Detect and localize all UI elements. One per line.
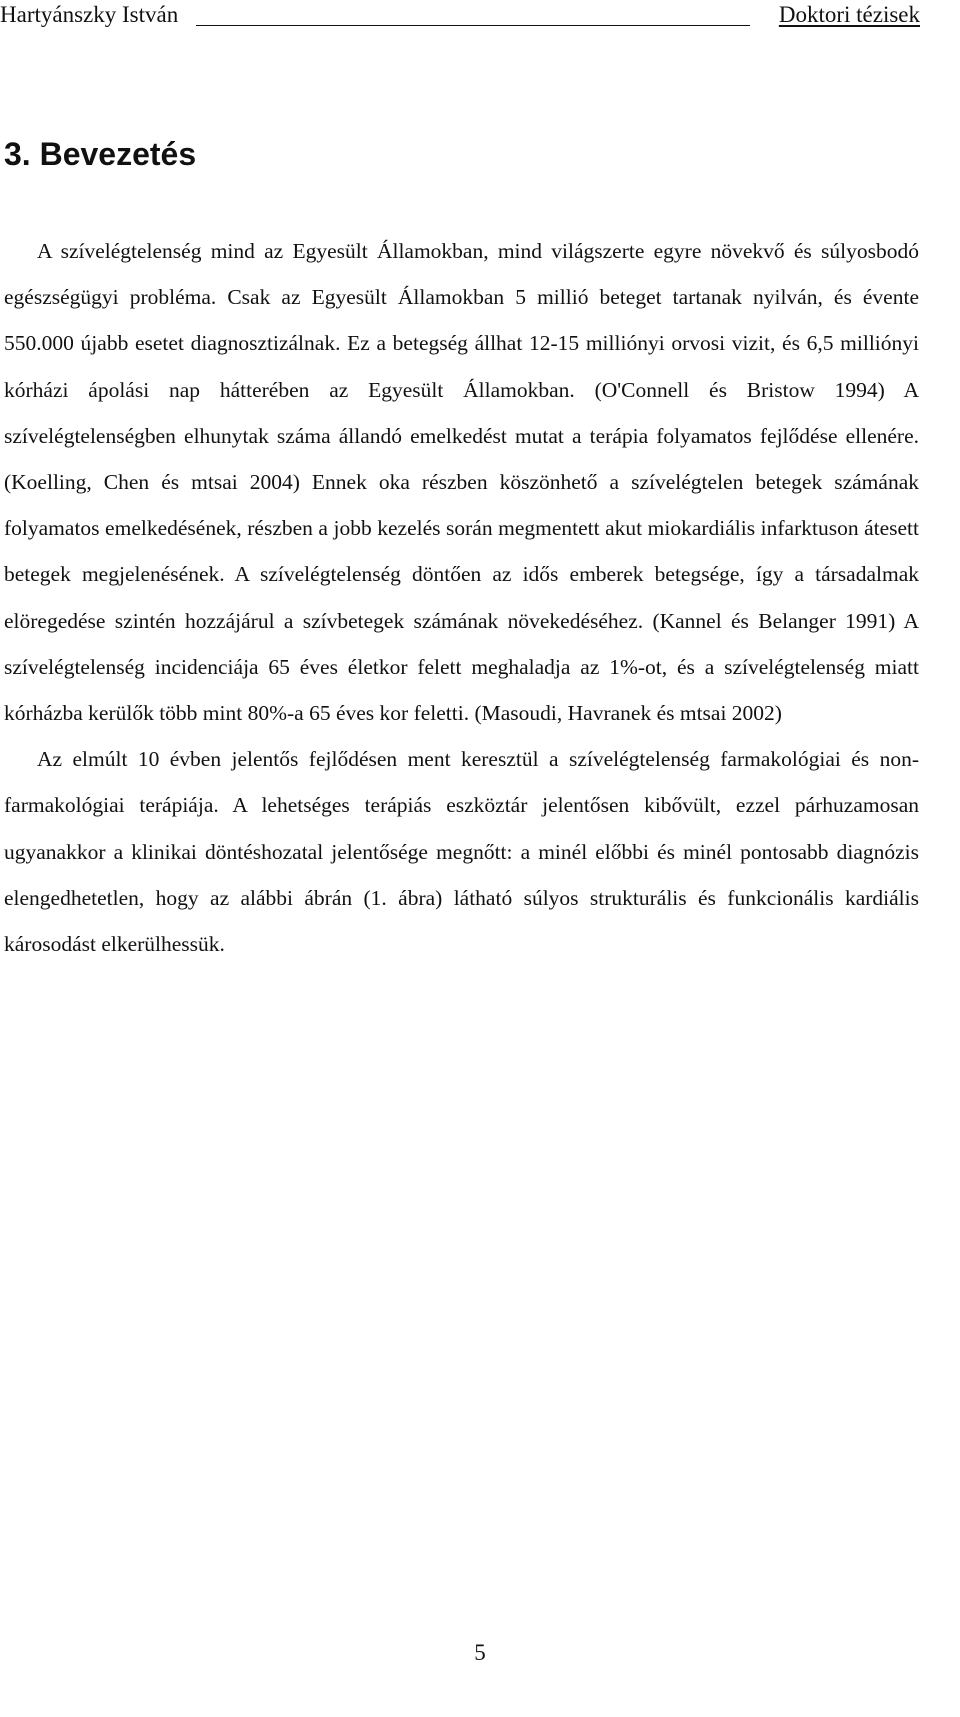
body-text <box>4 228 919 967</box>
paragraph-2: Az elmúlt 10 évben jelentős fejlődésen ment keresztül a szívelégtelenség farmakológiai és non-farmakológiai terápiája. A lehetséges terápiás eszköztár jelentősen kibővült, ezzel párhuzamosan ugyanakkor a klinikai döntéshozatal jelentősége megnőtt: a minél előbbi és minél pontosabb diagnózis elengedhetetlen, hogy az alábbi ábrán (1. ábra) látható súlyos strukturális és funkcionális kardiális károsodást elkerülhessük. <box>4 747 919 957</box>
header-document-title: Doktori tézisek <box>778 2 920 27</box>
page-number: 5 <box>474 1640 486 1665</box>
header-rule <box>196 25 750 26</box>
paragraph-1: A szívelégtelenség mind az Egyesült Államokban, mind világszerte egyre növekvő és súlyosbodó egészségügyi probléma. Csak az Egyesült Államokban 5 millió beteget tartanak nyilván, és évente 550.000 újabb esetet diagnosztizálnak. Ez a betegség állhat 12-15 milliónyi orvosi vizit, és 6,5 milliónyi kórházi ápolási nap hátterében az Egyesült Államokban. (O'Connell és Bristow 1994) A szívelégtelenségben elhunytak száma állandó emelkedést mutat a terápia folyamatos fejlődése ellenére. (Koelling, Chen és mtsai 2004) Ennek oka részben köszönhető a szívelégtelen betegek számának folyamatos emelkedésének, részben a jobb kezelés során megmentett akut miokardiális infarktuson átesett betegek megjelenésének. A szívelégtelenség döntően az idős emberek betegsége, így a társadalmak elöregedése szintén hozzájárul a szívbetegek számának növekedéséhez. (Kannel és Belanger 1991) A szívelégtelenség incidenciája 65 éves életkor felett meghaladja az 1%-ot, és a szívelégtelenség miatt kórházba kerülők több mint 80%-a 65 éves kor feletti. (Masoudi, Havranek és mtsai 2002) <box>4 239 919 726</box>
running-header <box>0 0 920 34</box>
header-author: Hartyánszky István <box>0 2 179 27</box>
section-heading: 3. Bevezetés <box>4 136 197 172</box>
